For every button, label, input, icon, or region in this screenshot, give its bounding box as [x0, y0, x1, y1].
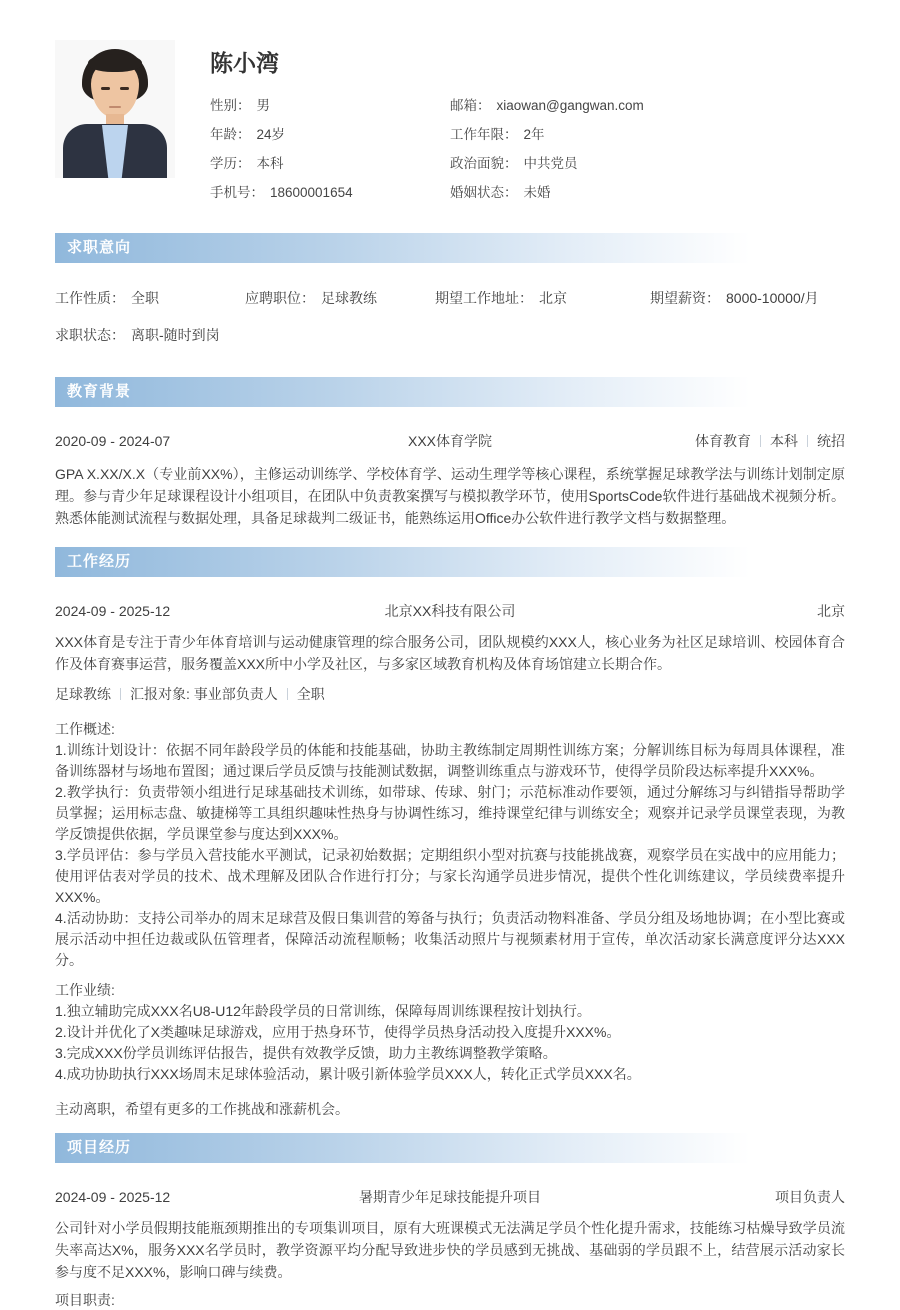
- project-period: 2024-09 - 2025-12: [55, 1189, 171, 1205]
- resume-content: [55, 0, 845, 1310]
- field-value: 北京: [539, 290, 567, 306]
- section-title-job-intent: 求职意向: [55, 233, 845, 263]
- info-years: [450, 123, 845, 143]
- work-achievement-item: 1.独立辅助完成XXX名U8-U12年龄段学员的日常训练，保障每周训练课程按计划执行。: [55, 1003, 591, 1019]
- work-achievement-item: 3.完成XXX份学员训练评估报告，提供有效教学反馈，助力主教练调整教学策略。: [55, 1045, 557, 1061]
- info-marital: [450, 181, 845, 201]
- photo-mouth: [109, 106, 121, 108]
- section-title-education: 教育背景: [55, 377, 845, 407]
- field-label: 应聘职位：: [245, 290, 315, 306]
- info-value: xiaowan@gangwan.com: [496, 98, 644, 113]
- profile-photo: [55, 40, 175, 178]
- info-label: 婚姻状态：: [450, 185, 518, 200]
- leaving-reason: 主动离职，希望有更多的工作挑战和涨薪机会。: [55, 1101, 349, 1117]
- info-email: [450, 94, 845, 114]
- work-overview-title: 工作概述:: [55, 721, 115, 737]
- field-value: 离职-随时到岗: [131, 327, 220, 343]
- info-value: 本科: [256, 156, 284, 171]
- education-period: 2020-09 - 2024-07: [55, 433, 171, 449]
- company-intro: XXX体育是专注于青少年体育培训与运动健康管理的综合服务公司，团队规模约XXX人，核心业务为社区足球培训、校园体育合作及体育赛事运营，服务覆盖XXX所中小学及社区，与多家区域教育机构及体育场馆建立长期合作。: [55, 634, 845, 672]
- intent-position: [245, 288, 435, 308]
- resume-header: [55, 0, 845, 201]
- education-description: GPA X.XX/X.X（专业前XX%），主修运动训练学、学校体育学、运动生理学等核心课程，系统掌握足球教学法与训练计划制定原理。参与青少年足球课程设计小组项目，在团队中负责教案撰写与模拟教学环节，使用SportsCode软件进行基础战术视频分析。熟悉体能测试流程与数据处理，具备足球裁判二级证书，能熟练运用Office办公软件进行教学文档与数据整理。: [55, 466, 845, 526]
- field-value: 足球教练: [321, 290, 377, 306]
- work-role-line: [55, 684, 845, 704]
- info-value: 男: [256, 98, 270, 113]
- work-achievements-title: 工作业绩:: [55, 982, 115, 998]
- section-title-project: 项目经历: [55, 1133, 845, 1163]
- info-age: [210, 123, 450, 143]
- candidate-name: 陈小湾: [210, 50, 279, 76]
- work-period: 2024-09 - 2025-12: [55, 603, 171, 619]
- work-overview-item: 3.学员评估：参与学员入营技能水平测试，记录初始数据；定期组织小型对抗赛与技能挑战赛，观察学员在实战中的应用能力；使用评估表对学员的技术、战术理解及团队合作进行打分；与家长沟通学员进步情况，提供个性化训练建议，学员续费率提升XXX%。: [55, 847, 845, 905]
- basic-info-grid: [210, 94, 845, 201]
- photo-eye-right: [120, 87, 129, 90]
- intent-salary: [650, 288, 845, 308]
- info-label: 性别：: [210, 98, 251, 113]
- work-report-to: 汇报对象: 事业部负责人: [130, 686, 278, 702]
- divider: [760, 435, 761, 447]
- project-name: 暑期青少年足球技能提升项目: [359, 1189, 541, 1205]
- info-political: [450, 152, 845, 172]
- education-tags: [625, 431, 845, 451]
- work-location: 北京: [817, 603, 845, 619]
- education-major: 体育教育: [695, 433, 751, 449]
- education-degree: 本科: [770, 433, 798, 449]
- project-role: 项目负责人: [775, 1189, 845, 1205]
- job-intent-status-row: [55, 325, 845, 345]
- project-duty-title: 项目职责:: [55, 1292, 115, 1308]
- divider: [287, 688, 288, 700]
- info-value: 2年: [523, 127, 545, 142]
- work-role: 足球教练: [55, 686, 111, 702]
- section-title-work: 工作经历: [55, 547, 845, 577]
- info-value: 中共党员: [523, 156, 578, 171]
- info-value: 24岁: [256, 127, 286, 142]
- work-achievement-item: 2.设计并优化了X类趣味足球游戏，应用于热身环节，使得学员热身活动投入度提升XXX%。: [55, 1024, 621, 1040]
- info-value: 未婚: [523, 185, 551, 200]
- work-overview-block: [55, 719, 845, 971]
- project-meta-row: [55, 1187, 845, 1207]
- divider: [807, 435, 808, 447]
- field-label: 工作性质：: [55, 290, 125, 306]
- header-info: [210, 40, 845, 201]
- field-label: 期望薪资：: [650, 290, 720, 306]
- info-label: 邮箱：: [450, 98, 491, 113]
- work-job-type: 全职: [296, 686, 325, 702]
- info-degree: [210, 152, 450, 172]
- field-value: 8000-10000/月: [726, 290, 819, 306]
- photo-bang-shape: [88, 54, 142, 72]
- work-achievements-block: [55, 980, 845, 1085]
- field-label: 求职状态：: [55, 327, 125, 343]
- photo-eye-left: [101, 87, 110, 90]
- job-intent-row: [55, 288, 845, 308]
- work-achievement-item: 4.成功协助执行XXX场周末足球体验活动，累计吸引新体验学员XXX人，转化正式学员XXX名。: [55, 1066, 641, 1082]
- intent-location: [435, 288, 650, 308]
- info-label: 工作年限：: [450, 127, 518, 142]
- info-label: 学历：: [210, 156, 251, 171]
- field-value: 全职: [131, 290, 159, 306]
- divider: [120, 688, 121, 700]
- field-label: 期望工作地址：: [435, 290, 533, 306]
- education-enroll-type: 统招: [817, 433, 845, 449]
- work-overview-item: 2.教学执行：负责带领小组进行足球基础技术训练，如带球、传球、射门；示范标准动作要领，通过分解练习与纠错指导帮助学员掌握；运用标志盘、敏捷梯等工具组织趣味性热身与协调性练习，维持课堂纪律与训练安全；观察并记录学员课堂表现，为教学反馈提供依据，学员课堂参与度达到XXX%。: [55, 784, 845, 842]
- project-background: 公司针对小学员假期技能瓶颈期推出的专项集训项目，原有大班课模式无法满足学员个性化提升需求，技能练习枯燥导致学员流失率高达X%，服务XXX名学员时，教学资源平均分配导致进步快的学员感到无挑战、基础弱的学员跟不上，结营展示活动家长参与度不足XXX%，影响口碑与续费。: [55, 1220, 845, 1280]
- education-meta-row: [55, 431, 845, 451]
- work-company: 北京XX科技有限公司: [384, 603, 516, 619]
- info-label: 政治面貌：: [450, 156, 518, 171]
- info-value: 18600001654: [270, 185, 353, 200]
- education-school: XXX体育学院: [407, 433, 492, 449]
- info-phone: [210, 181, 450, 201]
- work-meta-row: [55, 601, 845, 621]
- work-overview-item: 1.训练计划设计：依据不同年龄段学员的体能和技能基础，协助主教练制定周期性训练方案；分解训练目标为每周具体课程，准备训练器材与场地布置图；通过课后学员反馈与技能测试数据，调整训练重点与游戏环节，使得学员阶段达标率提升XXX%。: [55, 742, 845, 779]
- info-gender: [210, 94, 450, 114]
- info-label: 年龄：: [210, 127, 251, 142]
- work-overview-item: 4.活动协助：支持公司举办的周末足球营及假日集训营的筹备与执行；负责活动物料准备、学员分组及场地协调；在小型比赛或展示活动中担任边裁或队伍管理者，保障活动流程顺畅；收集活动照片与视频素材用于宣传，单次活动家长满意度评分达XXX分。: [55, 910, 845, 968]
- intent-work-type: [55, 288, 245, 308]
- info-label: 手机号：: [210, 185, 264, 200]
